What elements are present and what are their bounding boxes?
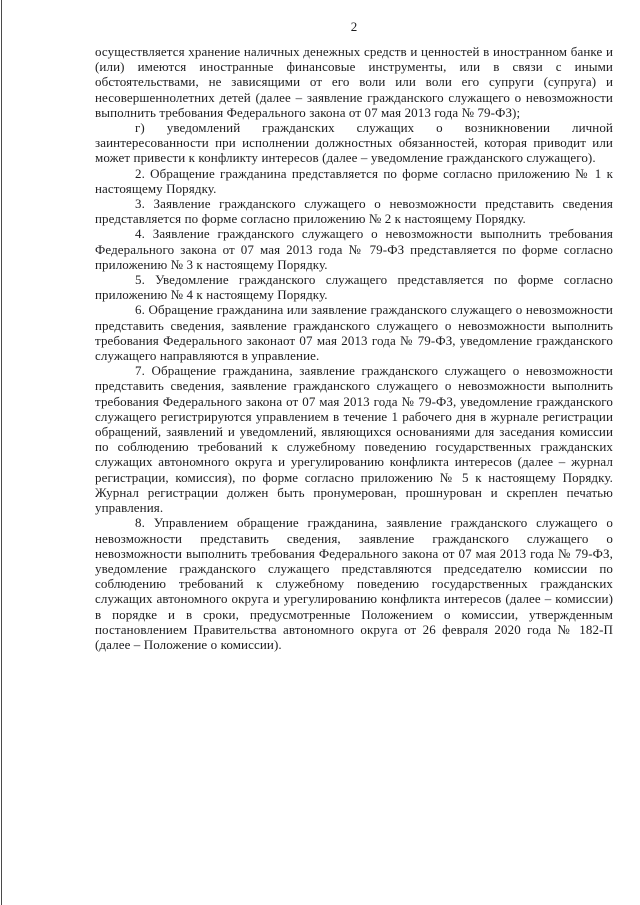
paragraph: 4. Заявление гражданского служащего о невозможности выполнить требования Федерального закона от 07 мая 2013 года № 79-ФЗ представляется по форме согласно приложению № 3 к настоящему Порядку. (95, 226, 613, 272)
paragraph: 7. Обращение гражданина, заявление гражданского служащего о невозможности представить сведения, заявление гражданского служащего о невозможности выполнить требования Федерального закона от 07 мая 2013 года № 79-ФЗ, уведомление гражданского служащего регистрируются управлением в течение 1 рабочего дня в журнале регистрации обращений, заявлений и уведомлений, являющихся основаниями для заседания комиссии по соблюдению требований к служебному поведению государственных гражданских служащих автономного округа и урегулированию конфликта интересов (далее – журнал регистрации, комиссия), по форме согласно приложению № 5 к настоящему Порядку. Журнал регистрации должен быть пронумерован, прошнурован и скреплен печатью управления. (95, 363, 613, 516)
paragraph: 6. Обращение гражданина или заявление гражданского служащего о невозможности представить сведения, заявление гражданского служащего о невозможности выполнить требования Федерального законаот 07 мая 2013 года № 79-ФЗ, уведомление гражданского служащего направляются в управление. (95, 302, 613, 364)
paragraph: 5. Уведомление гражданского служащего представляется по форме согласно приложению № 4 к настоящему Порядку. (95, 272, 613, 303)
paragraph: 3. Заявление гражданского служащего о невозможности представить сведения представляется по форме согласно приложению № 2 к настоящему Порядку. (95, 196, 613, 227)
paragraph: 8. Управлением обращение гражданина, заявление гражданского служащего о невозможности представить сведения, заявление гражданского служащего о невозможности выполнить требования Федерального закона от 07 мая 2013 года № 79-ФЗ, уведомление гражданского служащего представляются председателю комиссии по соблюдению требований к служебному поведению государственных гражданских служащих автономного округа и урегулированию конфликта интересов (далее – комиссии) в порядке и в сроки, предусмотренные Положением о комиссии, утвержденным постановлением Правительства автономного округа от 26 февраля 2020 года № 182-П (далее – Положение о комиссии). (95, 515, 613, 652)
paragraph: осуществляется хранение наличных денежных средств и ценностей в иностранном банке и (или) имеются иностранные финансовые инструменты, или в связи с иными обстоятельствами, не зависящими от его воли или воли его супруги (супруга) и несовершеннолетних детей (далее – заявление гражданского служащего о невозможности выполнить требования Федерального закона от 07 мая 2013 года № 79-ФЗ); (95, 44, 613, 120)
paragraph: 2. Обращение гражданина представляется по форме согласно приложению № 1 к настоящему Порядку. (95, 165, 613, 196)
scan-edge-line (1, 0, 2, 905)
paragraph: г) уведомлений гражданских служащих о возникновении личной заинтересованности при исполнении должностных обязанностей, которая приводит или может привести к конфликту интересов (далее – уведомление гражданского служащего). (95, 120, 613, 166)
document-body (95, 44, 613, 652)
page-number: 2 (350, 19, 358, 34)
